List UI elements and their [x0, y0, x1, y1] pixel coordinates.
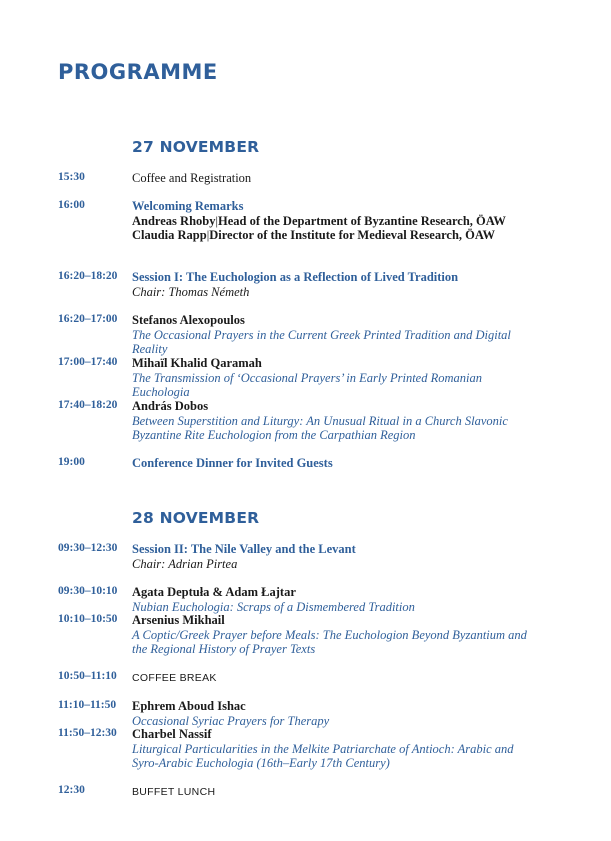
- time-slot: 09:30–10:10: [58, 585, 118, 597]
- speaker-role: Director of the Institute for Medieval Research, ÖAW: [209, 228, 496, 242]
- speaker-name: Charbel Nassif: [132, 727, 212, 741]
- session-chair: Chair: Adrian Pirtea: [132, 556, 238, 571]
- event-title: Conference Dinner for Invited Guests: [132, 456, 333, 470]
- speaker-name: András Dobos: [132, 399, 209, 413]
- event-title: BUFFET LUNCH: [132, 786, 216, 798]
- talk-title: Nubian Euchologia: Scraps of a Dismembered Tradition: [132, 599, 415, 614]
- speaker-line: [132, 228, 542, 243]
- time-slot: 17:40–18:20: [58, 399, 118, 411]
- talk-title: The Transmission of ‘Occasional Prayers’ in Early Printed Romanian Euchologia: [132, 370, 482, 399]
- time-slot: 16:20–18:20: [58, 270, 118, 282]
- time-slot: 10:10–10:50: [58, 613, 118, 625]
- speaker-role: Head of the Department of Byzantine Research, ÖAW: [218, 213, 506, 228]
- time-slot: 16:00: [58, 199, 85, 211]
- speaker-name: Arsenius Mikhail: [132, 613, 225, 627]
- session-title: Session II: The Nile Valley and the Levant: [132, 542, 356, 556]
- time-slot: 17:00–17:40: [58, 356, 118, 368]
- speaker-name: Claudia Rapp: [132, 228, 207, 242]
- speaker-name: Ephrem Aboud Ishac: [132, 699, 246, 713]
- session-chair: Chair: Thomas Németh: [132, 284, 250, 299]
- time-slot: 12:30: [58, 784, 85, 796]
- talk-title: The Occasional Prayers in the Current Greek Printed Tradition and Digital Reality: [132, 327, 511, 356]
- talk-title: Between Superstition and Liturgy: An Unusual Ritual in a Church Slavonic Byzantine Rite Euchologion from the Carpathian Region: [132, 413, 508, 442]
- talk-title: A Coptic/Greek Prayer before Meals: The Euchologion Beyond Byzantium and the Regional History of Prayer Texts: [132, 627, 527, 656]
- time-slot: 15:30: [58, 171, 85, 183]
- session-title: Session I: The Euchologion as a Reflection of Lived Tradition: [132, 270, 459, 284]
- speaker-line: [132, 214, 542, 229]
- day-heading-27-november: 27 NOVEMBER: [132, 138, 260, 156]
- separator: |: [206, 228, 210, 242]
- speaker-name: Agata Deptuła & Adam Łajtar: [132, 585, 296, 599]
- day-heading-28-november: 28 NOVEMBER: [132, 509, 260, 527]
- session-title: Welcoming Remarks: [132, 199, 244, 213]
- talk-title: Liturgical Particularities in the Melkite Patriarchate of Antioch: Arabic and Syro-Arabic Euchologia (16th–Early 17th Century): [132, 741, 514, 770]
- time-slot: 09:30–12:30: [58, 542, 118, 554]
- time-slot: 11:10–11:50: [58, 699, 117, 711]
- separator: |: [215, 213, 218, 228]
- page-title: PROGRAMME: [58, 60, 218, 84]
- time-slot: 11:50–12:30: [58, 727, 117, 739]
- time-slot: 16:20–17:00: [58, 313, 118, 325]
- event-title: COFFEE BREAK: [132, 672, 217, 684]
- time-slot: 19:00: [58, 456, 85, 468]
- speaker-name: Stefanos Alexopoulos: [132, 313, 245, 327]
- event-title: Coffee and Registration: [132, 171, 252, 185]
- talk-title: Occasional Syriac Prayers for Therapy: [132, 713, 330, 728]
- speaker-name: Andreas Rhoby: [132, 213, 216, 228]
- speaker-name: Mihaïl Khalid Qaramah: [132, 356, 262, 370]
- time-slot: 10:50–11:10: [58, 670, 117, 682]
